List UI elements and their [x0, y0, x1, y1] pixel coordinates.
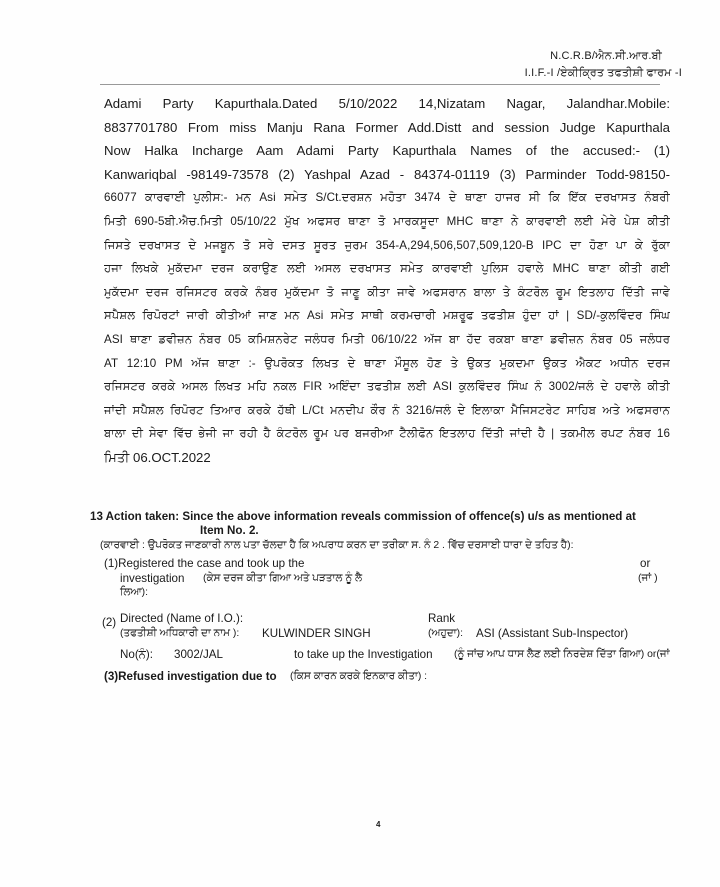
body-line: ਬਾਲਾ ਦੀ ਸੇਵਾ ਵਿੱਚ ਭੇਜੀ ਜਾ ਰਹੀ ਹੈ ਕੰਟਰੋਲ ਰੂਮ ਪਰ ਬਜਰੀਆ ਟੈਲੀਫੋਨ ਇਤਲਾਹ ਦਿੱਤੀ ਜਾਂਦੀ ਹੈ | ਤਕਮੀਲ ਰਪਟ ਨੰਬਰ 16 [104, 427, 670, 441]
body-line: Now Halka Incharge Aam Adami Party Kapurthala Names of the accused:- (1) [104, 143, 670, 159]
item1-liya: ਲਿਆ): [120, 587, 149, 598]
body-line: ਰਜਿਸਟਰ ਕਰਕੇ ਅਸਲ ਲਿਖਤ ਮਹਿ ਨਕਲ FIR ਅਇੰਦਾ ਤਫਤੀਸ਼ ਲਈ ASI ਕੁਲਵਿੰਦਰ ਸਿੰਘ ਨੰ 3002/ਜਲੰ ਦੇ ਹਵਾਲੇ ਕੀਤੀ [104, 380, 670, 394]
item1-ja: (ਜਾਂ ) [638, 573, 658, 584]
iif-form-header: I.I.F.-I /ਏਕੀਕ੍ਰਿਤ ਤਫਤੀਸ਼ੀ ਫਾਰਮ -I [524, 67, 682, 79]
body-line: AT 12:10 PM ਅੱਜ ਥਾਣਾ :- ਉਪਰੋਕਤ ਲਿਖਤ ਦੇ ਥਾਣਾ ਮੌਸੂਲ ਹੋਣ ਤੇ ਉਕਤ ਮੁਕਦਮਾ ਉਕਤ ਐਕਟ ਅਧੀਨ ਦਰਜ [104, 356, 670, 370]
item2-number: (2) [102, 616, 117, 629]
body-line: Kanwariqbal -98149-73578 (2) Yashpal Azad - 84374-01119 (3) Parminder Todd-98150- [104, 166, 670, 182]
item2-no-label: No(ਨੰ): [120, 648, 154, 661]
body-line: ਮਿਤੀ 06.OCT.2022 [104, 449, 211, 465]
item2-directed-label: Directed (Name of I.O.): [120, 612, 244, 625]
item2-no-value: 3002/JAL [174, 648, 223, 661]
item1-investigation: investigation [120, 572, 185, 585]
item1-registered: (1)Registered the case and took up the [104, 557, 305, 570]
item2-io-name-label-pa: (ਤਫਤੀਸ਼ੀ ਅਧਿਕਾਰੀ ਦਾ ਨਾਮ ): [120, 628, 240, 639]
item2-io-name: KULWINDER SINGH [262, 627, 371, 640]
body-line: ਸਪੈਸ਼ਲ ਰਿਪੋਰਟਾਂ ਜਾਰੀ ਕੀਤੀਆਂ ਜਾਣ ਮਨ Asi ਸਮੇਤ ਸਾਥੀ ਕਰਮਚਾਰੀ ਮਸ਼ਰੂਫ ਤਫਤੀਸ਼ ਹੁੰਦਾ ਹਾਂ | SD/-ਕੁਲਵਿੰਦਰ ਸਿੰਘ [104, 309, 670, 323]
item3-refused: (3)Refused investigation due to [104, 670, 277, 683]
body-line: ਮਿਤੀ 690-5ਬੀ.ਐਚ.ਮਿਤੀ 05/10/22 ਮੁੱਖ ਅਫਸਰ ਥਾਣਾ ਤੋ ਮਾਰਕਸੂਦਾ MHC ਥਾਣਾ ਨੇ ਕਾਰਵਾਈ ਲਈ ਮੇਰੇ ਪੇਸ਼ ਕੀਤੀ [104, 214, 670, 228]
body-line: ਜਾਂਦੀ ਸਪੈਸ਼ਲ ਰਿਪੋਰਟ ਤਿਆਰ ਕਰਕੇ ਹੱਥੀ L/Ct ਮਨਦੀਪ ਕੌਰ ਨੰ 3216/ਜਲੰ ਦੇ ਇਲਾਕਾ ਮੈਜਿਸਟਰੇਟ ਸਾਹਿਬ ਅਤੇ ਅਫਸਰਾਨ [104, 403, 670, 417]
body-line: ਹਜਾ ਲਿਖਕੇ ਮੁਕੱਦਮਾ ਦਰਜ ਕਰਾਉਣ ਲਈ ਅਸਲ ਦਰਖਾਸਤ ਸਮੇਤ ਕਾਰਵਾਈ ਪੁਲਿਸ ਹਵਾਲੇ MHC ਥਾਣਾ ਕੀਤੀ ਗਈ [104, 262, 670, 276]
action-taken-item-ref: Item No. 2. [200, 524, 259, 537]
header-divider [100, 84, 660, 85]
action-taken-punjabi: (ਕਾਰਵਾਈ : ਉਪਰੋਕਤ ਜਾਣਕਾਰੀ ਨਾਲ ਪਤਾ ਚੱਲਦਾ ਹੈ ਕਿ ਅਪਰਾਧ ਕਰਨ ਦਾ ਤਰੀਕਾ ਸ. ਨੰ 2 . ਵਿੱਚ ਦਰਸਾਈ ਧਾਰਾ ਦੇ ਤਹਿਤ ਹੈ): [100, 540, 574, 551]
body-line: 66077 ਕਾਰਵਾਈ ਪੁਲੀਸ:- ਮਨ Asi ਸਮੇਤ S/Ct.ਦਰਸ਼ਨ ਮਹੋਤਾ 3474 ਦੇ ਥਾਣਾ ਹਾਜਰ ਸੀ ਕਿ ਇੱਕ ਦਰਖਾਸਤ ਨੰਬਰੀ [104, 191, 670, 205]
item1-or: or [640, 557, 651, 570]
action-taken-heading: 13 Action taken: Since the above information reveals commission of offence(s) u/s as mentioned at [90, 510, 636, 523]
body-line: ASI ਥਾਣਾ ਡਵੀਜ਼ਨ ਨੰਬਰ 05 ਕਮਿਸ਼ਨਰੇਟ ਜਲੰਧਰ ਮਿਤੀ 06/10/22 ਅੱਜ ਬਾ ਹੱਦ ਰਕਬਾ ਥਾਣਾ ਡਵੀਜ਼ਨ ਨੰਬਰ 05 ਜਲੰਧਰ [104, 332, 670, 346]
body-line: Adami Party Kapurthala.Dated 5/10/2022 14,Nizatam Nagar, Jalandhar.Mobile: [104, 96, 670, 111]
item2-rank-value: ASI (Assistant Sub-Inspector) [476, 627, 629, 640]
item2-rank-label-pa: (ਅਹੁਦਾ): [428, 628, 463, 639]
item1-investigation-pa: (ਕੇਸ ਦਰਜ ਕੀਤਾ ਗਿਆ ਅਤੇ ਪੜਤਾਲ ਨੂੰ ਲੈ [203, 573, 362, 584]
body-line: ਮੁਕੱਦਮਾ ਦਰਜ ਰਜਿਸਟਰ ਕਰਕੇ ਨੰਬਰ ਮੁਕੱਦਮਾ ਤੋ ਜਾਣੂ ਕੀਤਾ ਜਾਵੇ ਅਫਸਰਾਨ ਬਾਲਾ ਤੇ ਕੰਟਰੋਲ ਰੂਮ ਇਤਲਾਹ ਦਿੱਤੀ ਜਾਵੇ [104, 285, 670, 299]
body-line: 8837701780 From miss Manju Rana Former Add.Distt and session Judge Kapurthala [104, 119, 670, 135]
fir-body-text [104, 92, 670, 470]
item3-refused-pa: (ਕਿਸ ਕਾਰਨ ਕਰਕੇ ਇਨਕਾਰ ਕੀਤਾ) : [290, 671, 428, 682]
item2-take-up: to take up the Investigation [294, 648, 433, 661]
item2-rank-label: Rank [428, 612, 456, 625]
ncrb-header: N.C.R.B/ਐਨ.ਸੀ.ਆਰ.ਬੀ [550, 50, 662, 62]
item2-take-up-pa: (ਨੂੰ ਜਾਂਚ ਆਪ ਧਾਸ ਲੈਣ ਲਈ ਨਿਰਦੇਸ਼ ਦਿੱਤਾ ਗਿਆ) or(ਜਾਂ [454, 649, 670, 660]
body-line: ਜਿਸਤੇ ਦਰਖਾਸਤ ਦੇ ਮਜਬੂਨ ਤੋ ਸਰੇ ਦਸਤ ਸੂਰਤ ਜੁਰਮ 354-A,294,506,507,509,120-B IPC ਦਾ ਹੋਣਾ ਪਾ ਕੇ ਰੁੱਕਾ [104, 238, 670, 252]
page-number: 4 [376, 820, 381, 829]
